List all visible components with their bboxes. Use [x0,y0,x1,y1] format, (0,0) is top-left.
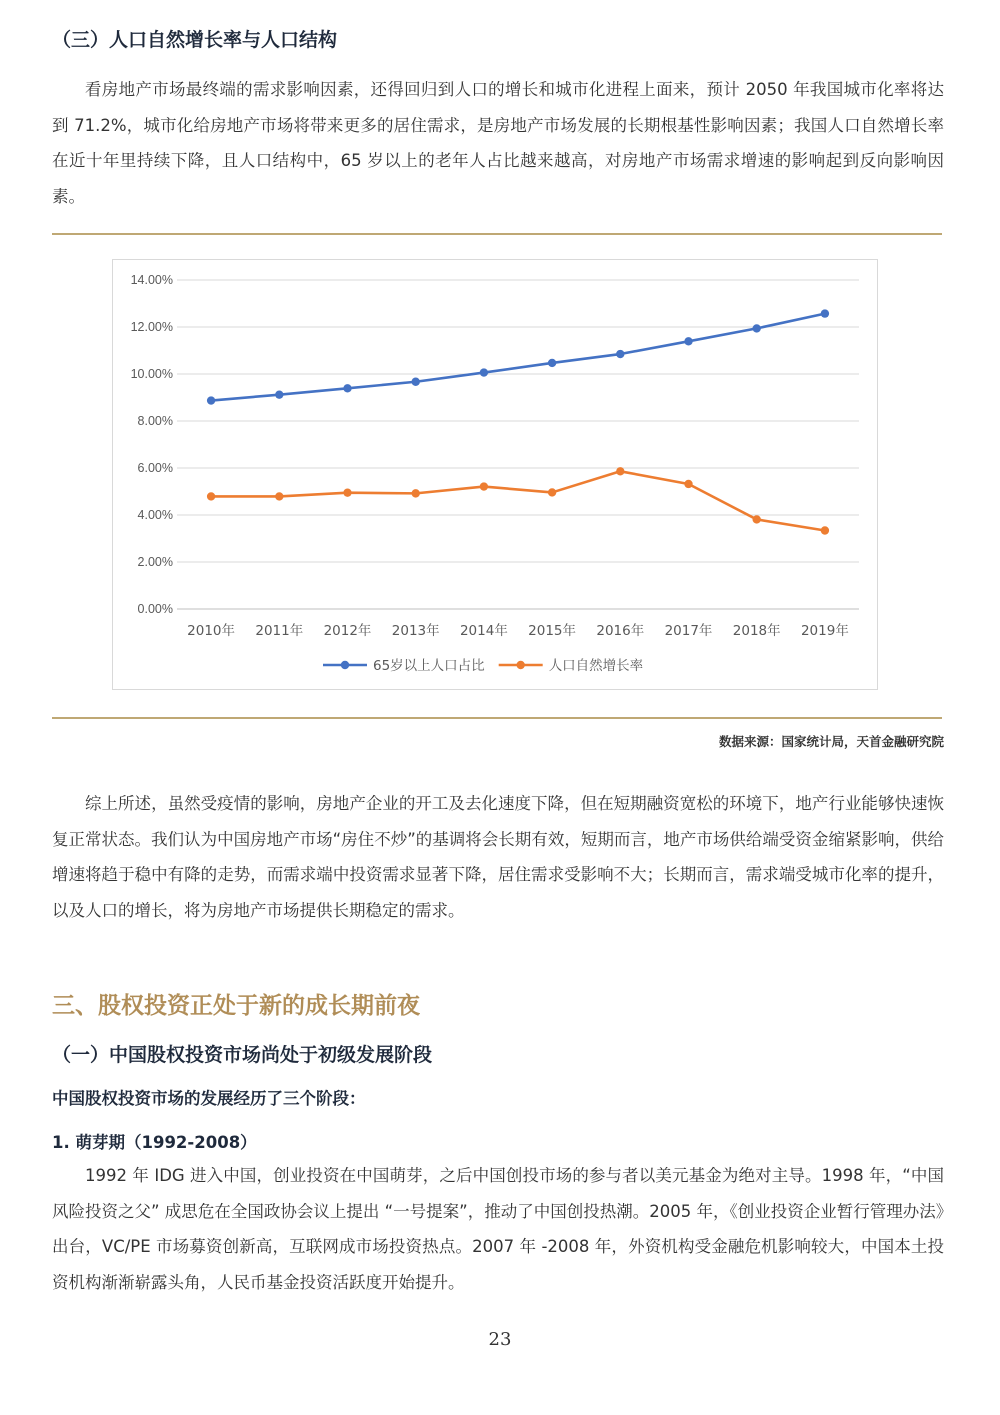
y-tick-label: 10.00% [130,367,173,381]
paragraph-stage-1: 1992 年 IDG 进入中国，创业投资在中国萌芽，之后中国创投市场的参与者以美元基金为绝对主导。1998 年，“中国风险投资之父” 成思危在全国政协会议上提出 “一号提案”，推动了中国创投热潮。2005 年，《创业投资企业暂行管理办法》出台，VC/PE 市场募资创新高，互联网成市场投资热点。2007 年 -2008 年，外资机构受金融危机影响较大，中国本土投资机构渐渐崭露头角，人民币基金投资活跃度开始提升。 [52,1166,944,1292]
x-tick-label: 2018年 [732,623,781,639]
x-tick-label: 2012年 [323,623,372,639]
x-tick-label: 2016年 [596,623,645,639]
legend-swatch-marker [341,661,349,669]
data-point [412,489,420,497]
data-point [548,359,556,367]
data-point [684,337,692,345]
x-tick-label: 2015年 [528,623,577,639]
y-tick-label: 12.00% [130,320,173,334]
y-tick-label: 0.00% [137,602,173,616]
legend-swatch-marker [516,661,524,669]
stage-title: 1. 萌芽期（1992-2008） [52,1133,257,1152]
data-point [480,482,488,490]
data-point [343,384,351,392]
data-point [821,309,829,317]
chart-bottom-rule [52,717,942,719]
paragraph-summary: 综上所述，虽然受疫情的影响，房地产企业的开工及去化速度下降，但在短期融资宽松的环境下，地产行业能够快速恢复正常状态。我们认为中国房地产市场“房住不炒”的基调将会长期有效，短期而言，地产市场供给端受资金缩紧影响，供给增速将趋于稳中有降的走势，而需求端中投资需求显著下降，居住需求受影响不大；长期而言，需求端受城市化率的提升，以及人口的增长，将为房地产市场提供长期稳定的需求。 [52,794,944,920]
main-heading: 三、股权投资正处于新的成长期前夜 [52,993,420,1019]
y-tick-label: 8.00% [137,414,173,428]
stages-intro: 中国股权投资市场的发展经历了三个阶段： [52,1089,366,1108]
y-tick-label: 6.00% [137,461,173,475]
paragraph-intro: 看房地产市场最终端的需求影响因素，还得回归到人口的增长和城市化进程上面来，预计 2050 年我国城市化率将达到 71.2%，城市化给房地产市场将带来更多的居住需求，是房地产市场发展的长期根基性影响因素；我国人口自然增长率在近十年里持续下降，且人口结构中，65 岁以上的老年人占比越来越高，对房地产市场需求增速的影响起到反向影响因素。 [52,80,944,206]
data-point [275,492,283,500]
x-tick-label: 2011年 [255,623,304,639]
y-tick-label: 14.00% [130,273,173,287]
x-tick-label: 2013年 [391,623,440,639]
x-tick-label: 2019年 [800,623,849,639]
y-tick-label: 4.00% [137,508,173,522]
data-point [480,368,488,376]
page-number: 23 [488,1329,512,1350]
data-point [548,488,556,496]
data-point [753,324,761,332]
data-point [275,390,283,398]
data-point [616,467,624,475]
data-point [684,480,692,488]
data-point [753,515,761,523]
data-point [207,492,215,500]
x-tick-label: 2014年 [459,623,508,639]
y-tick-label: 2.00% [137,555,173,569]
chart-top-rule [52,233,942,235]
x-tick-label: 2010年 [187,623,236,639]
legend-label: 人口自然增长率 [548,658,644,674]
series-line-2 [211,471,825,530]
line-chart [112,259,878,690]
x-tick-label: 2017年 [664,623,713,639]
chart-source: 数据来源：国家统计局，天首金融研究院 [718,734,944,749]
data-point [412,378,420,386]
sub-heading: （一）中国股权投资市场尚处于初级发展阶段 [52,1044,433,1066]
data-point [821,526,829,534]
data-point [343,488,351,496]
data-point [616,350,624,358]
chart-svg [113,260,879,691]
data-point [207,396,215,404]
section-heading: （三）人口自然增长率与人口结构 [52,29,338,51]
legend-label: 65岁以上人口占比 [373,658,485,674]
